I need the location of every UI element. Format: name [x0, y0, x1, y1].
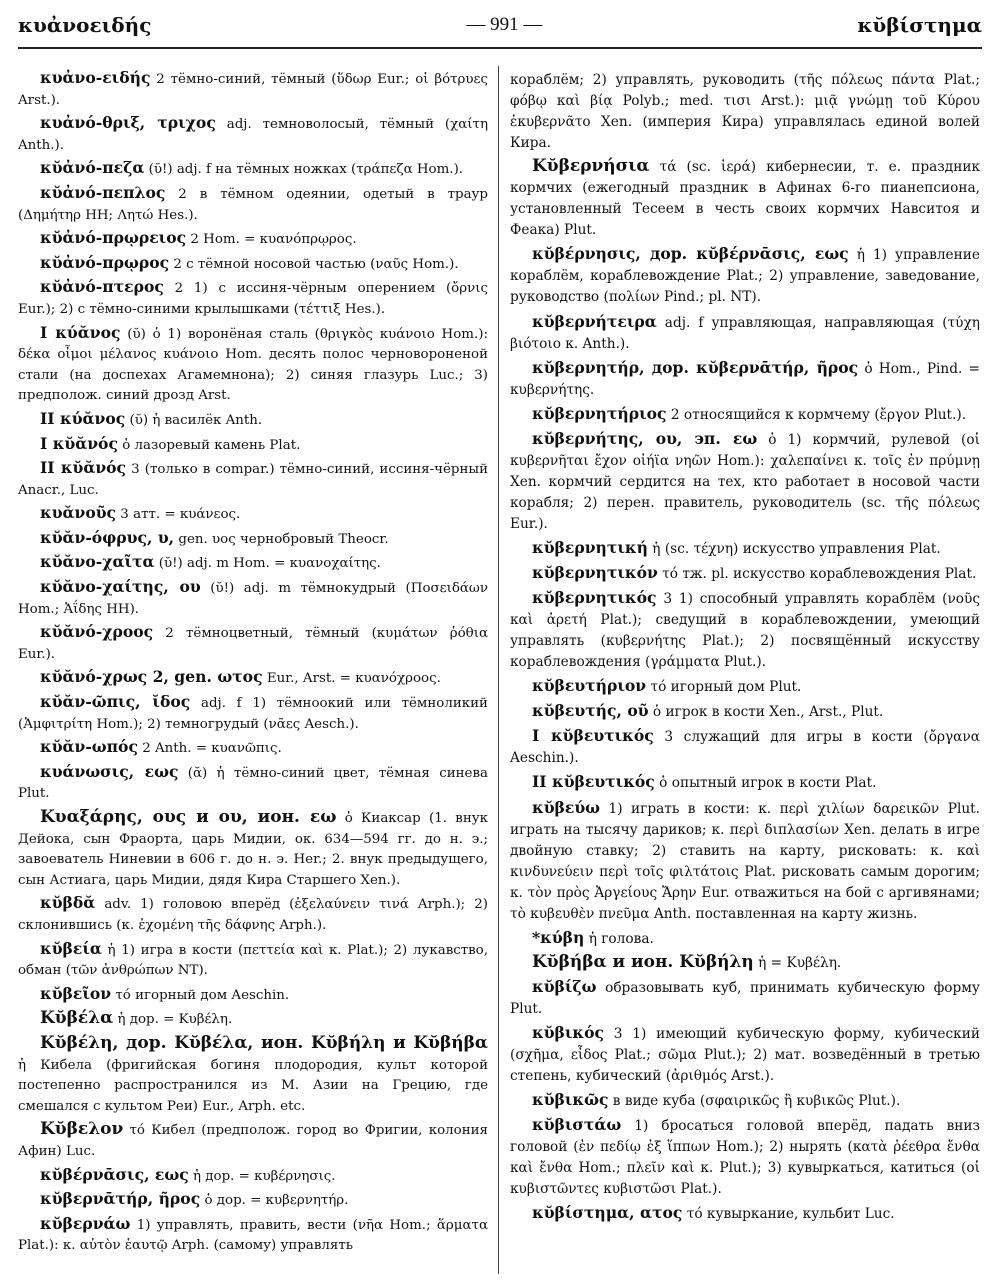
entry-headword: κῠἀνό-πεπλος [40, 182, 166, 202]
dictionary-entry [18, 1165, 488, 1188]
entry-headword: κῠβερνητικός [532, 588, 657, 608]
entry-headword: κῠβερνητήριος [532, 403, 667, 423]
entry-headword: κῠᾰν-όφρυς, υ, [40, 527, 175, 547]
dictionary-entry [18, 1008, 488, 1031]
dictionary-entry [510, 927, 980, 950]
dictionary-entry [18, 667, 488, 690]
entry-headword: κῠβερνητική [532, 537, 648, 557]
dictionary-entry [510, 537, 980, 560]
dictionary-entry [18, 409, 488, 432]
dictionary-entry [510, 675, 980, 698]
entry-headword: κῠβδᾰ [40, 893, 96, 913]
dictionary-entry [510, 1202, 980, 1225]
entry-definition: 3 1) способный управлять кораблём (νοῦς καὶ ἀρετή Plat.); сведущий в кораблевождении, умеющий управлять (κυβερνήτης Plat.); 2) посвящённый искусству кораблевождения (γράμματα Plut.). [510, 591, 980, 671]
entry-headword: Κῠβήβα и ион. Κῠβήλη [532, 951, 754, 972]
entry-definition: τό игорный дом Plut. [646, 679, 802, 696]
entry-definition: ὁ игрок в кости Xen., Arst., Plut. [648, 704, 884, 721]
entry-headword: κυᾰνοῦς [40, 503, 117, 523]
dictionary-entry [510, 357, 980, 401]
dictionary-entry [18, 552, 488, 575]
dictionary-entry [18, 1214, 488, 1257]
entry-headword: κῠἀνό-πτερος [40, 277, 164, 297]
dictionary-entry [18, 893, 488, 936]
dictionary-entry [18, 323, 488, 407]
entry-definition: ἡ 1) игра в кости (πεττεία καὶ κ. Plat.); 2) лукавство, обман (τῶν ἀνθρώπων NT). [18, 942, 488, 979]
dictionary-entry [18, 434, 488, 457]
entry-headword: κῠβέρνᾱσις, εως [40, 1164, 189, 1184]
dictionary-entry [18, 737, 488, 760]
entry-headword: κῠβικός [532, 1022, 604, 1042]
dictionary-entry [18, 277, 488, 320]
entry-headword: II κύᾰνος [40, 408, 126, 428]
dictionary-entry [510, 1114, 980, 1200]
entry-headword: κῠᾰν-ωπός [40, 737, 138, 757]
entry-definition: (ῠ!) adj. m Hom. = κυανοχαίτης. [154, 556, 381, 572]
header-rule [18, 47, 982, 49]
dictionary-entry [18, 68, 488, 111]
entry-definition: в виде куба (σφαιρικῶς ἢ κυβικῶς Plut.). [608, 1093, 901, 1110]
entry-definition: adj. f управляющая, направляющая (τύχη βιότοιο κ. Anth.). [510, 314, 980, 352]
entry-definition: 2 1) с иссиня-чёрным оперением (ὄρνις Eur.); 2) с тёмно-синими крылышками (τέττιξ Hes.). [18, 281, 488, 317]
dictionary-entry [510, 952, 980, 974]
entry-headword: κῠβερνητικόν [532, 563, 658, 583]
right-column [510, 68, 980, 1227]
entry-headword: κῠβίζω [532, 976, 597, 996]
header-right-guideword: κῠβίστημα [857, 13, 982, 37]
dictionary-entry [18, 577, 488, 620]
entry-definition: ἡ дор. = κυβέρνησις. [188, 1168, 336, 1184]
dictionary-entry [510, 428, 980, 535]
entry-headword: II κῠᾰνός [40, 458, 127, 478]
entry-headword: I κύᾰνος [40, 322, 121, 342]
entry-definition: 2 тёмно-синий, тёмный (ὕδωρ Eur.; οἱ βότρυες Arst.). [18, 72, 488, 108]
entry-headword: κῠᾰνο-χαῖτα [40, 552, 155, 572]
entry-headword: κῠβεία [40, 938, 102, 958]
entry-headword: *κύβη [532, 927, 585, 947]
entry-headword: κῠβερνᾱτήρ, ῆρος [40, 1189, 201, 1209]
entry-headword: κῠβίστημα, ατος [532, 1203, 683, 1223]
dictionary-entry [18, 762, 488, 805]
dictionary-entry [510, 587, 980, 673]
entry-definition: adv. 1) головою вперёд (ἐξελαύνειν τινά Arph.); 2) склонившись (κ. ἐχομένη τῆς δάφνης Arph.). [18, 897, 488, 933]
dictionary-entry [510, 562, 980, 585]
entry-definition: τά (sc. ἱερά) кибернесии, т. е. праздник кормчих (ежегодный праздник в Афинах 6-го пианепсиона, установленный Тесеем в честь своих кормчих Навситоя и Феака) Plut. [510, 159, 980, 239]
entry-definition: ἡ 1) управление кораблём, кораблевождение Plat.; 2) управление, заведование, руководство (πολίων Pind.; pl. NT). [510, 247, 981, 306]
entry-headword: I κῠᾰνός [40, 433, 118, 453]
entry-definition: 2 Hom. = κυανόπρῳρος. [186, 232, 357, 248]
entry-definition: (ῠ) ὁ 1) воронёная сталь (θριγκὸς κυάνοιο Hom.): δέκα οἶμοι μέλανος κυάνοιο Hom. десять полос черновороненой стали (на доспехах Агамемнона); 2) синяя глазурь Luc.; 3) предполож. синий дрозд Arst. [18, 326, 488, 404]
dictionary-entry [510, 68, 980, 154]
entry-headword: κῠβερνήτειρα [532, 311, 657, 331]
dictionary-entry [510, 797, 980, 925]
entry-headword: Κῠβερνήσια [532, 156, 650, 177]
dictionary-entry [510, 156, 980, 241]
entry-definition: 2 относящийся к кормчему (ἔργον Plut.). [666, 406, 967, 423]
dictionary-entry [18, 622, 488, 665]
entry-definition: ἡ голова. [584, 930, 654, 947]
entry-definition: gen. υος чернобровый Theocr. [174, 531, 389, 547]
entry-definition: adj. f 1) тёмноокий или тёмноликий (Ἀμφιτρίτη Hom.); 2) темногрудый (νᾶες Aesch.). [18, 696, 488, 732]
entry-headword: κῠἀνό-πεζα [40, 158, 145, 178]
entry-headword: κῠἀνό-πρῳρειος [40, 228, 187, 248]
entry-headword: κυἀνό-θριξ, τριχος [40, 113, 216, 133]
entry-definition: образовывать куб, принимать кубическую форму Plut. [510, 979, 980, 1017]
entry-headword: κῠβευτής, οῦ [532, 701, 649, 721]
entry-definition: 3 служащий для игры в кости (ὄργανα Aeschin.). [510, 729, 980, 767]
entry-definition: τό игорный дом Aeschin. [111, 987, 290, 1003]
dictionary-entry [18, 228, 488, 251]
entry-headword: κυἀνο-ειδής [40, 68, 151, 87]
entry-definition: (ῠ!) adj. f на тёмных ножках (τράπεζα Hom.). [144, 162, 464, 178]
header-left-guideword: κυἀνοειδής [18, 13, 152, 37]
dictionary-entry [18, 528, 488, 551]
running-header [18, 10, 982, 40]
entry-definition: τό тж. pl. искусство кораблевождения Plat. [657, 566, 977, 583]
dictionary-entry [18, 158, 488, 181]
entry-definition: ὁ 1) кормчий, рулевой (οἱ κυβερνῆται ἔχον οἰήϊα νηῶν Hom.): χαλεπαίνει κ. τοῖς ἐν πρύμνῃ Xen. кормчий сердится на тех, кто работает в носовой части корабля; 2) перен. правитель, руководитель (sc. τῆς πόλεως Eur.). [510, 431, 980, 532]
entry-definition: 3 атт. = κυάνεος. [116, 507, 241, 523]
entry-headword: κῠβερνήτης, ου, эп. εω [532, 428, 758, 448]
entry-definition: adj. темноволосый, тёмный (χαίτη Anth.). [18, 117, 488, 153]
entry-headword: I κῠβευτικός [532, 726, 654, 746]
entry-definition: 2 тёмноцветный, тёмный (κυμάτων ῥόθια Eur.). [18, 626, 488, 662]
entry-definition: τό кувыркание, кульбит Luc. [682, 1206, 895, 1223]
dictionary-entry [510, 1089, 980, 1112]
entry-headword: κῠἀνό-πρῳρος [40, 252, 170, 272]
entry-definition: (ᾰ) ἡ тёмно-синий цвет, тёмная синева Plut. [18, 765, 488, 802]
dictionary-entry [18, 984, 488, 1007]
entry-definition: 3 1) имеющий кубическую форму, кубический (σχῆμα, εἶδος Plat.; σῶμα Plut.); 2) мат. возведённый в третью степень, кубический (ἀριθμός Arst.). [510, 1025, 980, 1085]
left-column [18, 68, 488, 1259]
dictionary-entry [510, 1022, 980, 1087]
entry-definition: 1) бросаться головой вперёд, падать вниз головой (ἐν πεδίῳ ἐξ ἵππων Hom.); 2) нырять (κατὰ ῥέεθρα ἔνθα καὶ ἔνθα Hom.; πλεῖν καὶ κ. Plut.); 3) кувыркаться, катиться (οἱ κυβιστῶντες κυβιστῶσι Plat.). [510, 1118, 980, 1198]
entry-headword: Κῠβέλη, дор. Κῠβέλα, ион. Κῠβήλη и Κῠβήβα [40, 1032, 488, 1053]
column-divider [498, 66, 499, 1274]
entry-definition: (ῠ) ἡ василёк Anth. [125, 412, 263, 428]
entry-definition: Eur., Arst. = κυανόχροος. [262, 671, 441, 687]
dictionary-entry [18, 183, 488, 226]
entry-definition: ἡ = Κυβέλη. [753, 954, 842, 971]
entry-headword: κῠβερνητήρ, дор. κῠβερνᾱτήρ, ῆρος [532, 357, 859, 377]
dictionary-entry [510, 976, 980, 1020]
dictionary-entry [18, 458, 488, 501]
entry-definition: (ῠ!) adj. m тёмнокудрый (Ποσειδάων Hom.; Ἀΐδης HH). [18, 581, 488, 617]
dictionary-entry [18, 807, 488, 891]
entry-definition: ὁ Киаксар (1. внук Дейока, сын Фраорта, царь Мидии, ок. 634—594 гг. до н. э.; завоеватель Ниневии в 606 г. до н. э. Her.; 2. внук предыдущего, сын Астиага, царь Мидии, дядя Кира Старшего Xen.). [18, 811, 489, 888]
entry-headword: κῠᾰνό-χρως 2, gen. ωτος [40, 667, 263, 687]
dictionary-entry [18, 939, 488, 982]
entry-headword: κῠβερνάω [40, 1213, 131, 1233]
dictionary-entry [18, 503, 488, 526]
dictionary-entry [18, 253, 488, 276]
entry-definition: кораблём; 2) управлять, руководить (τῆς πόλεως πάντα Plat.; φόβῳ καὶ βίᾳ Polyb.; med. τισι Arst.): μιᾷ γνώμῃ τοῦ Κύρου ἐκυβερνᾶτο Xen. (империя Кира) управлялась единой волей Кира. [510, 72, 980, 152]
dictionary-entry [510, 700, 980, 723]
entry-definition: τό Кибел (предполож. город во Фригии, колония Афин) Luc. [18, 1123, 488, 1159]
dictionary-entry [18, 113, 488, 156]
dictionary-entry [18, 1119, 488, 1162]
entry-definition: ἡ Кибела (фригийская богиня плодородия, культ которой постепенно распространился из М. Азии на Грецию, где смешался с культом Реи) Eur., Arph. etc. [18, 1057, 488, 1114]
entry-headword: κῠβιστάω [532, 1115, 622, 1135]
dictionary-entry [510, 403, 980, 426]
dictionary-entry [510, 725, 980, 769]
dictionary-entry [18, 1189, 488, 1212]
entry-definition: 1) играть в кости: κ. περὶ χιλίων δαρεικῶν Plut. играть на тысячу дариков; κ. περὶ διπλασίων Xen. делать в игре двойную ставку; 2) ставить на карту, рисковать: κ. καὶ κινδυνεύειν περὶ τοῖς φιλτάτοις Plat. рисковать самым дорогим; κ. τὸν πρὸς Ἀργείους Ἄρην Eur. отважиться на бой с аргивянами; τὸ κυβευθὲν πνεῦμα Anth. поставленная на карту жизнь. [510, 800, 980, 922]
entry-definition: 2 в тёмном одеянии, одетый в траур (Δημήτηρ HH; Λητώ Hes.). [18, 186, 488, 223]
entry-headword: κῠᾰν-ῶπις, ῐδος [40, 692, 191, 712]
dictionary-entry [18, 1033, 488, 1117]
entry-definition: ἡ (sc. τέχνη) искусство управления Plat. [647, 540, 941, 557]
entry-headword: κυάνωσις, εως [40, 761, 179, 781]
entry-headword: κῠβευτήριον [532, 676, 647, 696]
entry-definition: ὁ дор. = κυβερνητήρ. [200, 1193, 349, 1209]
entry-definition: ἡ дор. = Κυβέλη. [113, 1012, 233, 1028]
entry-definition: ὁ опытный игрок в кости Plat. [654, 775, 877, 792]
page-number: — 991 — [466, 14, 543, 35]
entry-headword: II κῠβευτικός [532, 772, 655, 792]
entry-headword: κῠβεύω [532, 797, 601, 817]
entry-headword: κῠβέρνησις, дор. κῠβέρνᾱσις, εως [532, 244, 849, 264]
entry-definition: 2 Anth. = κυανῶπις. [137, 741, 282, 757]
entry-definition: 2 с тёмной носовой частью (ναῦς Hom.). [169, 256, 459, 272]
entry-headword: κῠᾰνό-χροος [40, 622, 154, 642]
entry-headword: Κυαξάρης, ους и ου, ион. εω [40, 807, 337, 827]
entry-definition: 1) управлять, править, вести (νῆα Hom.; ἅρματα Plat.): κ. αὐτὸν ἑαυτῷ Arph. (самому) управлять [18, 1217, 488, 1254]
entry-headword: κῠβεῖον [40, 983, 112, 1003]
dictionary-entry [18, 692, 488, 735]
entry-definition: 3 (только в compar.) тёмно-синий, иссиня-чёрный Anacr., Luc. [18, 462, 488, 498]
entry-definition: ὁ Hom., Pind. = κυβερνήτης. [510, 360, 980, 398]
entry-headword: κῠᾰνο-χαίτης, ου [40, 577, 201, 597]
entry-headword: Κῠβελον [40, 1119, 124, 1140]
entry-definition: ὁ лазоревый камень Plat. [117, 437, 301, 453]
dictionary-entry [510, 771, 980, 794]
dictionary-entry [510, 311, 980, 355]
entry-headword: Κῠβέλα [40, 1008, 114, 1029]
entry-headword: κῠβικῶς [532, 1090, 609, 1110]
dictionary-entry [510, 243, 980, 308]
